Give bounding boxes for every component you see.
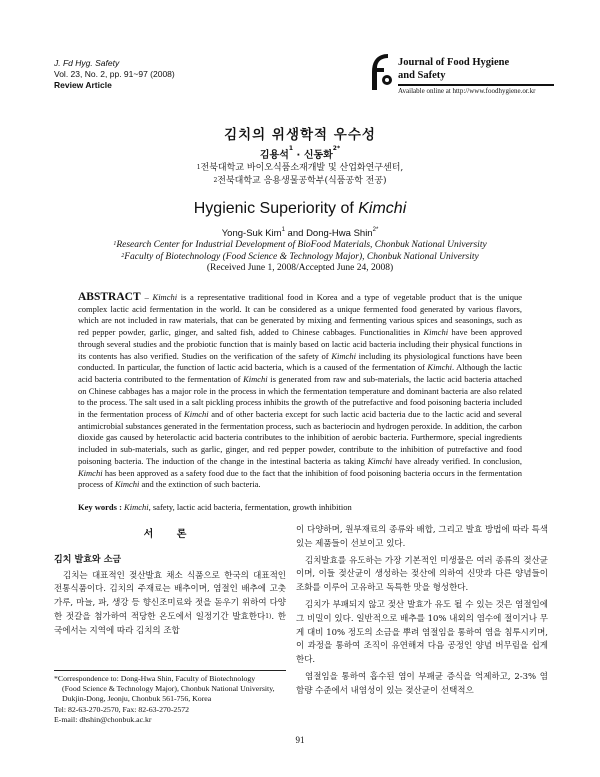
- section-heading-introduction: 서 론: [143, 529, 197, 540]
- korean-aff1-sup: 1: [196, 164, 201, 171]
- english-authors: [0, 228, 600, 239]
- keywords: [78, 502, 522, 512]
- received-dates: (Received June 1, 2008/Accepted June 24, 2008): [206, 263, 394, 273]
- english-aff1-sup: 1: [113, 241, 117, 247]
- english-author-1: Yong-Suk Kim: [221, 228, 282, 239]
- abstract-text-4: . Although the lactic acid bacteria contributed to the fermentation of: [78, 362, 522, 384]
- abstract-text-2: have been approved through several studies and the probiotic function that is mainly based on lactic acid bacteria including their physical functions in its contents has also verified. Studies on the verification of the safety of: [78, 327, 522, 361]
- english-author-2-sup: 2*: [372, 227, 379, 233]
- footnote-rule: [54, 670, 286, 671]
- citation-block: [54, 58, 175, 91]
- abstract-text-1: is a representative traditional food in Korea and a type of vegetable product that is the unique complex lactic acid fermentation in the world. It can be considered as a unique fermented food generated by various flavors, which are not included in raw materials, that can be generated by mixing and fermenting various spices and seasonings, such as red pepper powder, garlic, ginger, and salted fish, added to Chinese cabbages. Functionalities in: [78, 292, 523, 338]
- english-title-prefix: Hygienic Superiority of: [193, 200, 359, 217]
- korean-affiliations: [0, 162, 600, 188]
- abstract-kimchi-9: Kimchi: [114, 479, 140, 490]
- volume-info: Vol. 23, No. 2, pp. 91~97 (2008): [54, 69, 175, 79]
- korean-aff1: 전북대학교 바이오식품소재개발 및 산업화연구센터,: [200, 163, 404, 173]
- abstract-kimchi-2: Kimchi: [423, 327, 449, 338]
- body-left-column: [54, 524, 286, 642]
- korean-author-2-sup: 2*: [332, 145, 341, 152]
- page-number: 91: [295, 735, 305, 745]
- abstract-kimchi-4: Kimchi: [427, 362, 452, 373]
- abstract-kimchi-6: Kimchi: [184, 409, 209, 420]
- subsection-heading: 김치 발효와 소금: [54, 554, 122, 565]
- left-paragraph: [54, 570, 286, 639]
- abstract: [78, 292, 522, 491]
- journal-name-line2: and Safety: [398, 69, 446, 81]
- left-paragraph-text: 김치는 대표적인 젖산발효 채소 식품으로 한국의 대표적인 전통식품이다. 김치의 주재료는 배추이며, 염절인 배추에 고춧가루, 마늘, 파, 생강 등 향신조미료와 젓을 돋우기 위하여 다양한 젓갈을 첨가하여 적당한 온도에서 일정기간 발효한다: [54, 570, 286, 622]
- keywords-rest: , safety, lactic acid bacteria, fermentation, growth inhibition: [148, 502, 352, 512]
- footnote-line1: *Correspondence to: Dong-Hwa Shin, Faculty of Biotechnology: [54, 674, 256, 683]
- footnote-line3: Tel: 82-63-270-2570, Fax: 82-63-270-2572: [54, 704, 190, 714]
- article-type: Review Article: [54, 80, 112, 90]
- body-right-column: [296, 524, 548, 702]
- left-paragraph-end: . 한국에서는 지역에 따라 김치의 조합: [54, 611, 286, 636]
- abstract-kimchi-7: Kimchi: [367, 455, 393, 466]
- english-aff2-sup: 2: [121, 252, 125, 259]
- korean-aff2: 전북대학교 응용생물공학부(식품공학 전공): [217, 176, 387, 186]
- english-author-1-sup: 1: [281, 227, 285, 233]
- english-author-and: and: [284, 228, 307, 239]
- english-aff2: Faculty of Biotechnology (Food Science & Technology Major), Chonbuk National University: [124, 251, 479, 262]
- korean-authors: [0, 146, 600, 161]
- right-paragraph-1: 이 다양하며, 원부재료의 종류와 배합, 그리고 발효 방법에 따라 특색 있는 제품들이 선보이고 있다.: [296, 525, 548, 549]
- abstract-kimchi-1: Kimchi: [152, 292, 178, 302]
- english-author-2: Dong-Hwa Shin: [306, 228, 373, 239]
- abstract-kimchi-8: Kimchi: [78, 467, 103, 478]
- abstract-dash: –: [144, 292, 153, 302]
- english-aff1: Research Center for Industrial Development of BioFood Materials, Chonbuk National University: [116, 240, 487, 250]
- footnote-line2: (Food Science & Technology Major), Chonbuk National University, Dukjin-Dong, Jeonju, Chonbuk 561-756, Korea: [62, 684, 275, 704]
- journal-website: Available online at http://www.foodhygiene.or.kr: [398, 87, 536, 95]
- abstract-kimchi-5: Kimchi: [243, 373, 268, 384]
- keywords-label: Key words :: [78, 502, 125, 512]
- abstract-text-6: and of other bacteria except for such lactic acid bacteria due to the lactic acid and several antimicrobial substances generated in the fermentation process, such as bacteriocin and hydrogen peroxide. In addition, the carbon dioxide gas caused by heterolactic acid bacteria contributes to the inhibition of aerobic bacteria. Furthermore, special ingredients included in sub-materials, such as garlic, ginger, and red pepper powder, contribute to the inhibition of putrefactive and food poisoning bacteria. The induction of the change in the intestinal bacteria as taking: [78, 409, 522, 466]
- right-paragraph-2: 김치발효를 유도하는 가장 기본적인 미생물은 여러 종류의 젖산균이며, 이들 젖산균이 생성하는 젖산에 의하여 신맛과 다른 양념들이 조화를 이루어 고유하고 독특한 맛을 형성한다.: [296, 555, 548, 594]
- journal-name: [398, 57, 509, 82]
- journal-name-line1: Journal of Food Hygiene: [398, 57, 510, 68]
- journal-logo-icon: [368, 50, 394, 94]
- abstract-text-5: is generated from raw and sub-materials, the lactic acid bacteria attached on Chinese cabbages has a major role in the process in which the fermentation temperature and dominant bacteria are also related to the process. The salt used in a salt pickling process inhibits the growth of the putrefactive and food poisoning bacteria included in the fermentation process of: [78, 373, 523, 420]
- korean-author-2: 신동화: [303, 150, 333, 161]
- korean-aff2-sup: 2: [213, 177, 218, 184]
- english-title: [0, 200, 600, 218]
- right-paragraph-3: 김치가 부패되지 않고 젖산 발효가 유도 될 수 있는 것은 염절임에 그 비밀이 있다. 일반적으로 배추를 10% 내외의 염수에 절이거나 무게 대비 10% 정도의 소금을 뿌려 염절임을 통하여 염을 침투시키며, 이 과정을 통하여 조직이 유연해져 다음 공정인 양념 버무림을 쉽게 한다.: [296, 599, 548, 666]
- abstract-kimchi-3: Kimchi: [331, 350, 356, 361]
- abstract-text-8: has been approved as a safety food due to the fact that the inhibition of food poisoning bacteria occurs in the fermentation process of: [78, 467, 522, 490]
- abstract-text-9: and the extinction of such bacteria.: [139, 479, 261, 490]
- korean-author-sep: ·: [293, 150, 304, 161]
- english-affiliations: [0, 240, 600, 275]
- correspondence-footnote: [54, 674, 286, 725]
- abstract-text-7: have already verified. In conclusion,: [392, 455, 522, 466]
- journal-abbrev: J. Fd Hyg. Safety: [54, 58, 120, 68]
- footnote-line4: E-mail: dhshin@chonbuk.ac.kr: [54, 714, 152, 724]
- journal-rule: [398, 84, 554, 86]
- right-paragraph-4: 염절임을 통하여 흡수된 염이 부패균 증식을 억제하고, 2-3% 염 함량 수준에서 내염성이 있는 젖산균이 선택적으: [296, 671, 548, 696]
- abstract-text-3: including its physiological functions have been conducted. In particular, the function of lactic acid bacteria, which is a caused of the fermentation of: [78, 350, 522, 373]
- korean-author-1-sup: 1: [288, 145, 294, 152]
- korean-title: 김치의 위생학적 우수성: [224, 127, 376, 143]
- keywords-kimchi: Kimchi: [124, 502, 149, 512]
- left-paragraph-ref: 1): [265, 612, 272, 620]
- korean-author-1: 김용석: [259, 150, 289, 161]
- abstract-label: ABSTRACT: [78, 291, 141, 303]
- english-title-kimchi: Kimchi: [358, 200, 407, 217]
